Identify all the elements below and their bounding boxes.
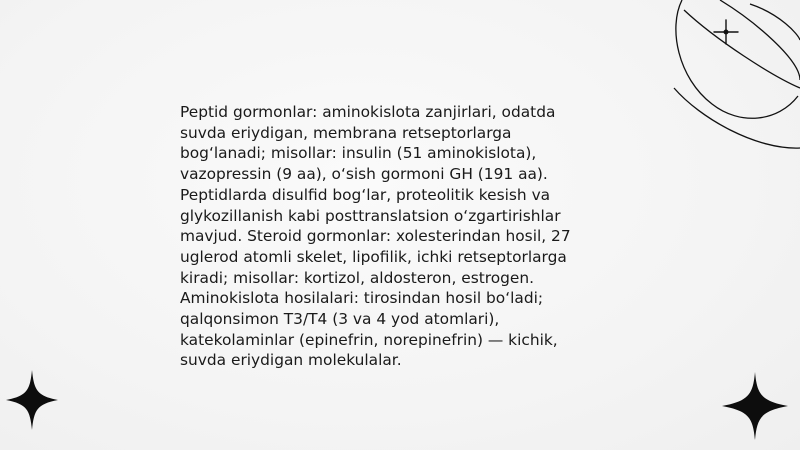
- four-point-star-icon: [720, 370, 790, 442]
- slide-body-text: Peptid gormonlar: aminokislota zanjirlari, odatda suvda eriydigan, membrana retseptorlarga bog‘lanadi; misollar: insulin (51 aminokislota), vazopressin (9 aa), o‘sish gormoni GH (191 aa). Peptidlarda disulfid bog‘lar, proteolitik kesish va glykozillanish kabi posttranslatsion o‘zgartirishlar mavjud. Steroid gormonlar: xolesterindan hosil, 27 uglerod atomli skelet, lipofilik, ichki retseptorlarga kiradi; misollar: kortizol, aldosteron, estrogen. Aminokislota hosilalari: tirosindan hosil bo‘ladi; qalqonsimon T3/T4 (3 va 4 yod atomlari), katekolaminlar (epinefrin, norepinefrin) — kichik, suvda eriydigan molekulalar.: [180, 103, 571, 370]
- sparkle-icon: [714, 20, 738, 44]
- four-point-star-icon: [4, 368, 60, 432]
- orbit-lines-icon: [660, 0, 800, 160]
